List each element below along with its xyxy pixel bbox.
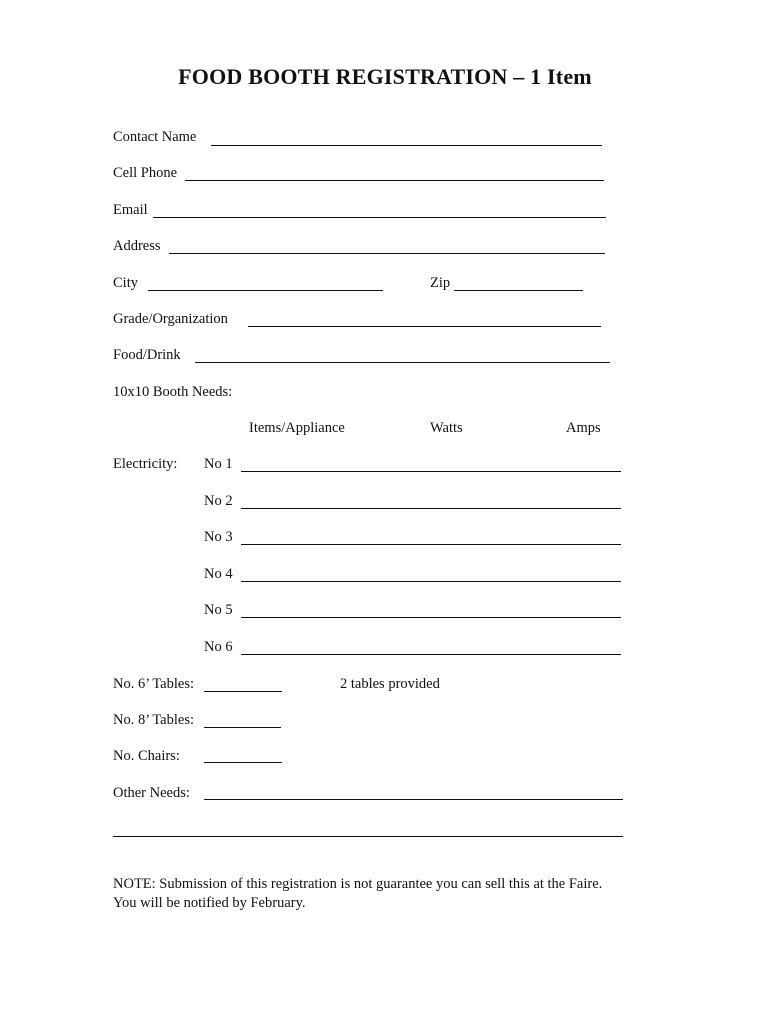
- food-drink-label: Food/Drink: [113, 347, 181, 363]
- note-line-2: You will be notified by February.: [113, 895, 306, 911]
- electricity-label: Electricity:: [113, 456, 178, 472]
- electricity-row-label: No 5: [204, 602, 233, 618]
- electricity-row-label: No 3: [204, 529, 233, 545]
- address-label: Address: [113, 238, 161, 254]
- email-label: Email: [113, 202, 148, 218]
- electricity-row-field[interactable]: [241, 654, 621, 655]
- note-line-1: NOTE: Submission of this registration is not guarantee you can sell this at the Faire.: [113, 876, 603, 892]
- eight-ft-tables-label: No. 8’ Tables:: [113, 712, 195, 728]
- amps-header: Amps: [566, 420, 601, 436]
- electricity-row-field[interactable]: [241, 581, 621, 582]
- watts-header: Watts: [430, 420, 463, 436]
- electricity-row-field[interactable]: [241, 508, 621, 509]
- chairs-field[interactable]: [204, 762, 282, 763]
- grade-org-field[interactable]: [248, 326, 601, 327]
- other-needs-field-continued[interactable]: [113, 836, 623, 837]
- electricity-row-label: No 6: [204, 639, 233, 655]
- address-field[interactable]: [169, 253, 605, 254]
- electricity-row-field[interactable]: [241, 617, 621, 618]
- cell-phone-label: Cell Phone: [113, 165, 178, 181]
- cell-phone-field[interactable]: [185, 180, 604, 181]
- contact-name-field[interactable]: [211, 145, 602, 146]
- contact-name-label: Contact Name: [113, 129, 197, 145]
- chairs-label: No. Chairs:: [113, 748, 180, 764]
- city-field[interactable]: [148, 290, 383, 291]
- items-appliance-header: Items/Appliance: [249, 420, 345, 436]
- tables-provided-note: 2 tables provided: [340, 676, 440, 692]
- grade-org-label: Grade/Organization: [113, 311, 228, 327]
- email-field[interactable]: [153, 217, 606, 218]
- other-needs-label: Other Needs:: [113, 785, 190, 801]
- six-ft-tables-label: No. 6’ Tables:: [113, 676, 195, 692]
- booth-needs-heading: 10x10 Booth Needs:: [113, 384, 233, 400]
- electricity-row-label: No 1: [204, 456, 233, 472]
- other-needs-field[interactable]: [204, 799, 623, 800]
- electricity-row-label: No 4: [204, 566, 233, 582]
- electricity-row-field[interactable]: [241, 471, 621, 472]
- form-title: FOOD BOOTH REGISTRATION – 1 Item: [178, 64, 592, 89]
- zip-label: Zip: [430, 275, 451, 291]
- electricity-row-label: No 2: [204, 493, 233, 509]
- zip-field[interactable]: [454, 290, 583, 291]
- city-label: City: [113, 275, 138, 291]
- six-ft-tables-field[interactable]: [204, 691, 282, 692]
- electricity-row-field[interactable]: [241, 544, 621, 545]
- submission-note: [113, 875, 713, 913]
- eight-ft-tables-field[interactable]: [204, 727, 281, 728]
- food-drink-field[interactable]: [195, 362, 610, 363]
